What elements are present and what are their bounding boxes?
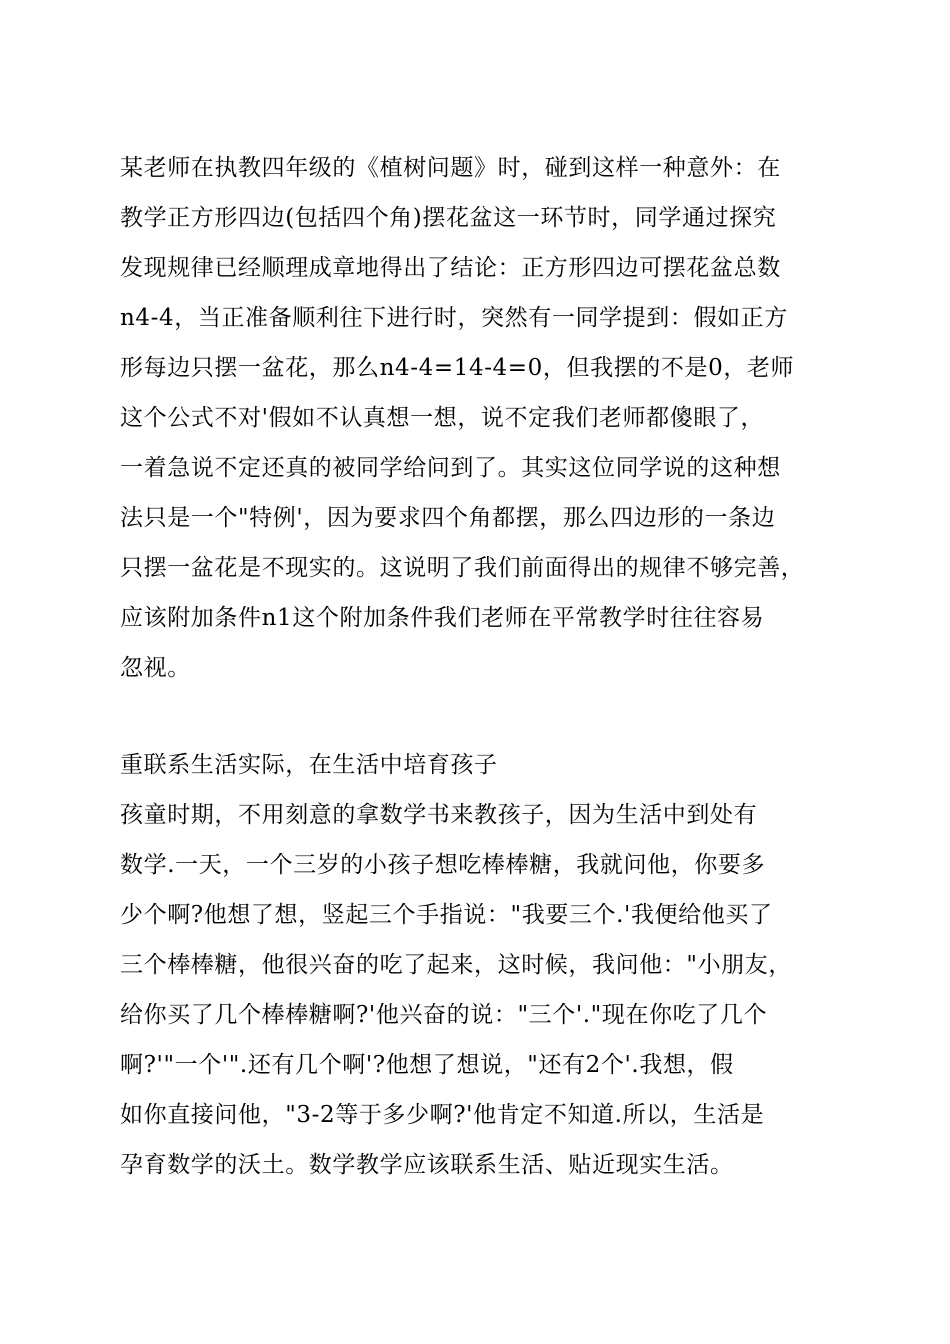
- paragraph-1-line-5: 形每边只摆一盆花，那么n4-4=14-4=0，但我摆的不是0，老师: [120, 355, 795, 381]
- paragraph-1-line-1: 某老师在执教四年级的《植树问题》时，碰到这样一种意外：在: [120, 155, 781, 181]
- paragraph-2-line-2: 数学.一天，一个三岁的小孩子想吃棒棒糖，我就问他，你要多: [120, 852, 766, 878]
- paragraph-1-line-6: 这个公式不对'假如不认真想一想，说不定我们老师都傻眼了，: [120, 405, 765, 431]
- paragraph-1-line-10: 应该附加条件n1这个附加条件我们老师在平常教学时往往容易: [120, 605, 765, 631]
- paragraph-1-line-2: 教学正方形四边(包括四个角)摆花盆这一环节时，同学通过探究: [120, 205, 777, 231]
- section-heading: 重联系生活实际，在生活中培育孩子: [120, 752, 498, 778]
- paragraph-1-line-11: 忽视。: [120, 655, 191, 681]
- paragraph-2-line-6: 啊?'"一个'".还有几个啊'?他想了想说，"还有2个'.我想，假: [120, 1052, 734, 1078]
- paragraph-2-line-8: 孕育数学的沃土。数学教学应该联系生活、贴近现实生活。: [120, 1152, 734, 1178]
- paragraph-2-line-7: 如你直接问他，"3-2等于多少啊?'他肯定不知道.所以，生活是: [120, 1102, 765, 1128]
- paragraph-2-line-1: 孩童时期，不用刻意的拿数学书来教孩子，因为生活中到处有: [120, 802, 758, 828]
- paragraph-2-line-3: 少个啊?他想了想，竖起三个手指说："我要三个.'我便给他买了: [120, 902, 773, 928]
- paragraph-2-line-4: 三个棒棒糖，他很兴奋的吃了起来，这时候，我问他："小朋友，: [120, 952, 792, 978]
- paragraph-1-line-4: n4-4，当正准备顺利往下进行时，突然有一同学提到：假如正方: [120, 305, 788, 331]
- paragraph-1-line-8: 法只是一个"特例'，因为要求四个角都摆，那么四边形的一条边: [120, 505, 776, 531]
- paragraph-1-line-7: 一着急说不定还真的被同学给问到了。其实这位同学说的这种想: [120, 455, 781, 481]
- paragraph-1-line-9: 只摆一盆花是不现实的。这说明了我们前面得出的规律不够完善，: [120, 555, 805, 581]
- paragraph-1-line-3: 发现规律已经顺理成章地得出了结论：正方形四边可摆花盆总数: [120, 255, 781, 281]
- paragraph-2-line-5: 给你买了几个棒棒糖啊?'他兴奋的说："三个'."现在你吃了几个: [120, 1002, 768, 1028]
